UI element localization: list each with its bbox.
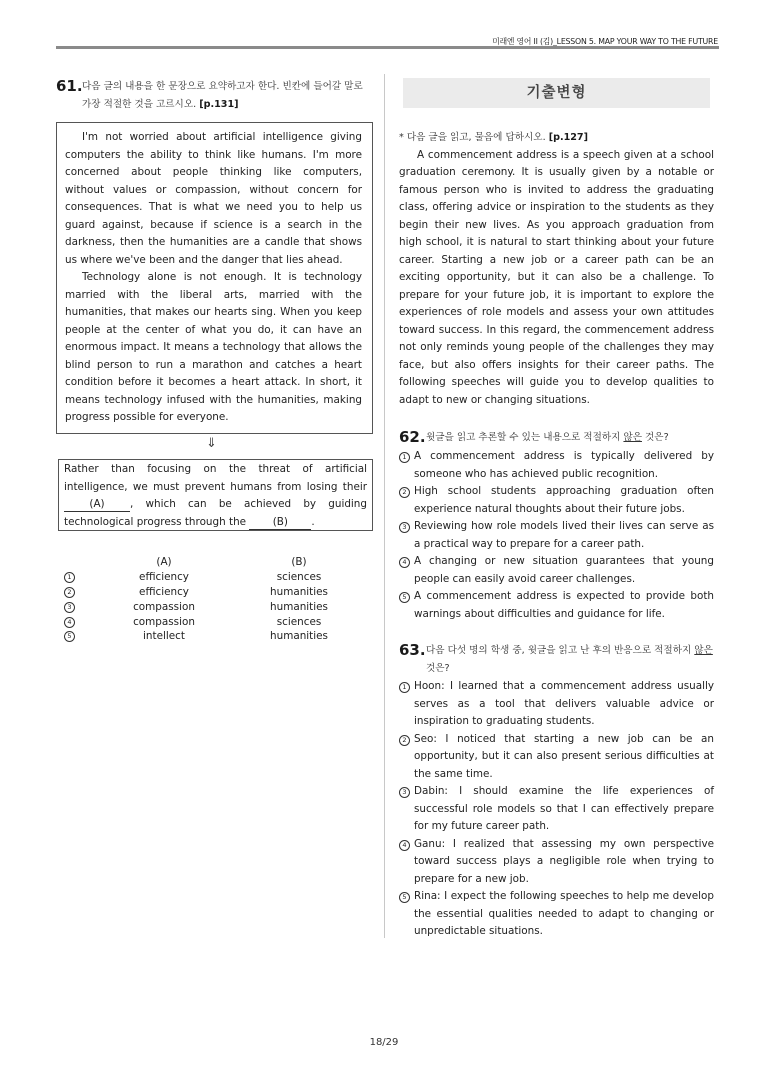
- choice-number: 5: [399, 592, 410, 603]
- option-row[interactable]: [64, 570, 372, 585]
- choice-text: Reviewing how role models lived their lives can serve as a practical way to prepare for a career path.: [414, 520, 714, 550]
- choice-item[interactable]: [399, 888, 714, 941]
- option-a-value: efficiency: [139, 585, 189, 598]
- choice-item[interactable]: [399, 731, 714, 784]
- choice-number: 5: [399, 892, 410, 903]
- choice-number: 1: [399, 682, 410, 693]
- shared-passage: [399, 129, 714, 409]
- section-banner: 기출변형: [403, 78, 710, 108]
- choice-number: 2: [399, 487, 410, 498]
- column-divider: [384, 74, 385, 938]
- shared-passage-text: A commencement address is a speech given at a school graduation ceremony. It is usually given by a notable or famous person who is invited to address the graduating class, offering advice or inspiration to the students as they begin their new lives. As you approach graduation from high school, it is natural to start thinking about your future career. Starting a new job or a career path can be an exciting opportunity, but it can also be a challenge. To prepare for your future job, it is important to explore the experiences of role models and assess your own attitudes toward success. In this regard, the commencement address not only reminds young people of the challenges they may face, but also offers insights for their career paths. The following speeches will guide you to develop qualities to adapt to new or changing situations.: [399, 148, 714, 406]
- choice-number: 2: [399, 735, 410, 746]
- option-row[interactable]: [64, 629, 372, 644]
- option-number: 2: [64, 587, 75, 598]
- column-a-header: (A): [156, 556, 172, 569]
- choice-text: Dabin: I should examine the life experiences of successful role models so that I can effectively prepare for my future career path.: [414, 785, 714, 832]
- summary-part-2: , which can be achieved by guiding technological progress through the: [64, 498, 367, 528]
- question-number-62: 62.: [399, 428, 426, 446]
- choice-item[interactable]: [399, 483, 714, 518]
- passage-paragraph-2: Technology alone is not enough. It is technology married with the liberal arts, married with the humanities, that makes our hearts sing. When you keep people at the center of what you do, it can have an enormous impact. It means a technology that allows the blind person to run a marathon and catches a heart condition before it becomes a heart attack. In short, it means technology infused with the humanities, making progress possible for everyone.: [65, 271, 362, 423]
- passage-box-61: [56, 122, 373, 434]
- page-reference: [p.127]: [548, 132, 588, 143]
- question-61-instruction: [82, 78, 374, 113]
- option-row[interactable]: [64, 614, 372, 629]
- blank-a: (A): [64, 497, 130, 512]
- negation-emphasis: 않은: [694, 645, 713, 656]
- instruction-text: 다음 글의 내용을 한 문장으로 요약하고자 한다. 빈칸에 들어갈 말로 가장 적절한 것을 고르시오.: [82, 81, 363, 110]
- question-62-instruction: [426, 429, 716, 447]
- column-b-header: (B): [291, 556, 307, 569]
- option-a-value: efficiency: [139, 571, 189, 584]
- choice-text: A commencement address is expected to provide both warnings about difficulties and guidance for life.: [414, 590, 714, 620]
- page-header: 미래엔 영어 II (김)_LESSON 5. MAP YOUR WAY TO THE FUTURE: [492, 37, 718, 46]
- choice-text: A changing or new situation guarantees that young people can easily avoid career challenges.: [414, 555, 714, 585]
- choice-item[interactable]: [399, 588, 714, 623]
- option-b-value: sciences: [276, 615, 322, 628]
- question-63-instruction: [426, 642, 716, 677]
- choice-item[interactable]: [399, 518, 714, 553]
- choice-item[interactable]: [399, 783, 714, 836]
- down-arrow-icon: ⇓: [206, 436, 217, 451]
- option-b-value: humanities: [270, 600, 328, 613]
- shared-instruction-text: * 다음 글을 읽고, 물음에 답하시오.: [399, 132, 546, 143]
- header-rule: [56, 46, 719, 49]
- option-number: 4: [64, 617, 75, 628]
- option-b-value: humanities: [270, 630, 328, 643]
- choice-text: Seo: I noticed that starting a new job can be an opportunity, but it can also present serious difficulties at the same time.: [414, 732, 714, 780]
- choice-text: High school students approaching graduation often experience natural thoughts about their future jobs.: [414, 485, 714, 515]
- choice-number: 3: [399, 522, 410, 533]
- instruction-text: 것은?: [641, 432, 669, 443]
- options-header-row: [64, 555, 372, 570]
- question-number-61: 61.: [56, 77, 83, 95]
- answer-options-table: [64, 555, 372, 644]
- choice-number: 1: [399, 452, 410, 463]
- option-row[interactable]: [64, 599, 372, 614]
- option-a-value: intellect: [143, 630, 185, 643]
- question-62-choices: [399, 448, 714, 623]
- choice-item[interactable]: [399, 678, 714, 731]
- choice-text: Rina: I expect the following speeches to help me develop the essential qualities needed to adapt to changing or unpredictable situations.: [414, 890, 714, 937]
- instruction-text: 것은?: [426, 662, 450, 674]
- option-number: 5: [64, 631, 75, 642]
- option-row[interactable]: [64, 585, 372, 600]
- instruction-text: 윗글을 읽고 추론할 수 있는 내용으로 적절하지: [426, 432, 624, 443]
- page-number: 18/29: [369, 1037, 399, 1048]
- option-b-value: humanities: [270, 585, 328, 598]
- question-number-63: 63.: [399, 641, 426, 659]
- choice-number: 4: [399, 557, 410, 568]
- choice-item[interactable]: [399, 448, 714, 483]
- option-number: 3: [64, 602, 75, 613]
- summary-part-1: Rather than focusing on the threat of artificial intelligence, we must prevent humans from losing their: [64, 463, 367, 493]
- choice-text: Ganu: I realized that assessing my own perspective toward success plays a negligible role when trying to prepare for a new job.: [414, 837, 714, 885]
- summary-box: [58, 459, 373, 531]
- question-63-choices: [399, 678, 714, 941]
- option-b-value: sciences: [276, 571, 322, 584]
- choice-number: 3: [399, 787, 410, 798]
- option-number: 1: [64, 572, 75, 583]
- blank-b: (B): [249, 515, 311, 530]
- summary-sentence: [64, 461, 367, 531]
- instruction-text: 다음 다섯 명의 학생 중, 윗글을 읽고 난 후의 반응으로 적절하지: [426, 645, 695, 656]
- choice-item[interactable]: [399, 553, 714, 588]
- option-a-value: compassion: [133, 615, 195, 628]
- page-reference: [p.131]: [199, 98, 239, 110]
- choice-text: Hoon: I learned that a commencement address usually serves as a tool that delivers valuable advice or inspiration to graduating students.: [414, 680, 714, 727]
- choice-item[interactable]: [399, 836, 714, 889]
- shared-instruction: [399, 129, 714, 147]
- passage-paragraph-1: I'm not worried about artificial intelligence giving computers the ability to think like humans. I'm more concerned about people thinking like computers, without values or compassion, without concern for consequences. That is what we need you to help us guard against, because if science is a search in the darkness, then the humanities are a candle that shows us where we've been and the danger that lies ahead.: [65, 131, 362, 266]
- choice-number: 4: [399, 840, 410, 851]
- negation-emphasis: 않은: [623, 432, 642, 443]
- option-a-value: compassion: [133, 600, 195, 613]
- summary-end: .: [311, 515, 315, 528]
- choice-text: A commencement address is typically delivered by someone who has achieved public recognition.: [414, 450, 714, 480]
